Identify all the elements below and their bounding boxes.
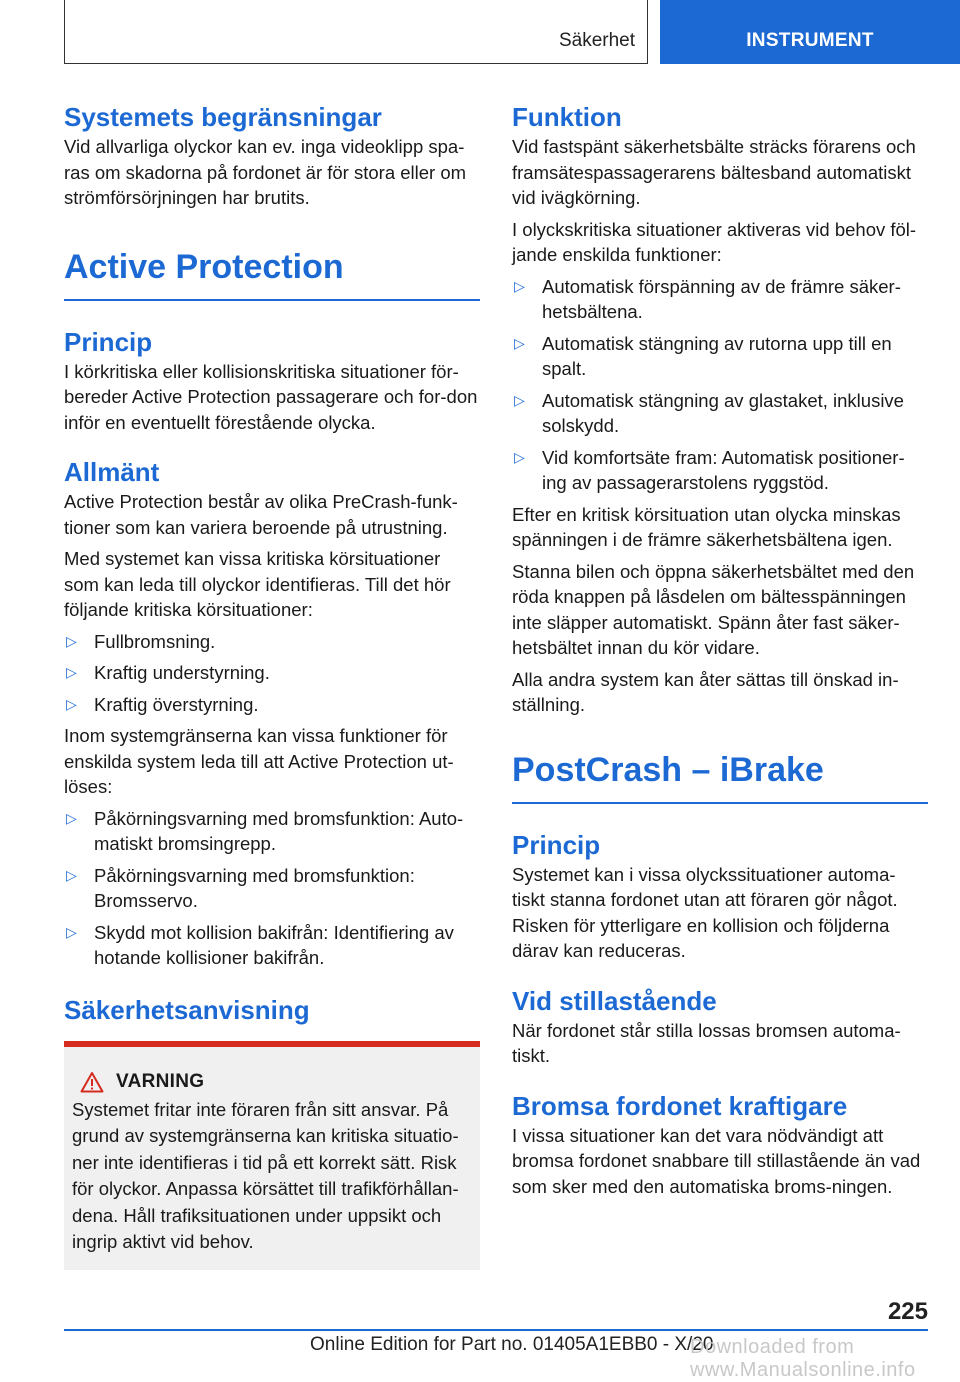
principle-paragraph: I körkritiska eller kollisionskritiska situationer för-bereder Active Protection passagerare och for-don inför en eventuellt förestående olycka. <box>64 360 478 433</box>
function-paragraph-3: Efter en kritisk körsituation utan olycka minskas spänningen i de främre säkerhetsbältena igen. <box>512 503 901 550</box>
header-chapter-label: INSTRUMENT <box>746 30 874 51</box>
list-item: ▷ Vid komfortsäte fram: Automatisk positioner-ing av passagerarstolens ryggstöd. <box>514 446 905 493</box>
list-item: ▷ Automatisk stängning av rutorna upp till en spalt. <box>514 332 892 379</box>
brake-heading: Bromsa fordonet kraftigare <box>512 1090 848 1121</box>
function-paragraph-5: Alla andra system kan åter sättas till önskad in-ställning. <box>512 668 899 715</box>
triangle-right-icon: ▷ <box>514 391 525 408</box>
triangle-right-icon: ▷ <box>514 334 525 351</box>
header-section-tab <box>64 0 648 64</box>
triangle-right-icon: ▷ <box>66 664 77 680</box>
function-paragraph-2: I olyckskritiska situationer aktiveras vid behov föl-jande enskilda funktioner: <box>512 218 917 265</box>
safety-heading: Säkerhetsanvisning <box>64 994 310 1025</box>
triangle-right-icon: ▷ <box>66 923 77 940</box>
page-number: 225 <box>887 1298 928 1325</box>
list-item: ▷ Påkörningsvarning med bromsfunktion: Auto-matiskt bromsingrepp. <box>66 807 464 854</box>
function-paragraph-4: Stanna bilen och öppna säkerhetsbältet med den röda knappen på låsdelen om bältesspänningen inte släpper automatiskt. Spänn åter fast säker-hetsbältet innan du kör vidare. <box>512 560 915 658</box>
right-column <box>512 100 928 1199</box>
postcrash-principle-heading: Princip <box>512 829 601 860</box>
list-item: ▷ Automatisk förspänning av de främre säker-hetsbältena. <box>514 275 901 322</box>
situations-list <box>64 629 480 718</box>
warning-text: Systemet fritar inte föraren från sitt ansvar. På grund av systemgränserna kan kritiska situatio-ner inte identifieras i tid på ett korrekt sätt. Risk för olyckor. Anpassa körsättet till trafikförhållan-dena. Håll trafiksituationen under uppsikt och ingrip aktivt vid behov. <box>72 1098 459 1252</box>
triangle-right-icon: ▷ <box>66 809 77 826</box>
principle-heading: Princip <box>64 326 153 357</box>
active-protection-heading: Active Protection <box>64 245 480 301</box>
triggers-list <box>64 806 480 971</box>
triangle-right-icon: ▷ <box>514 448 525 465</box>
function-heading: Funktion <box>512 102 622 132</box>
limits-paragraph-2: Inom systemgränserna kan vissa funktioner för enskilda system leda till att Active Protection ut-löses: <box>64 725 454 797</box>
warning-label: VARNING <box>116 1070 205 1092</box>
general-paragraph-1: Active Protection består av olika PreCrash-funk-tioner som kan variera beroende på utrustning. <box>64 491 458 538</box>
triangle-right-icon: ▷ <box>514 277 525 294</box>
list-item: ▷ Kraftig överstyrning. <box>64 692 480 718</box>
general-heading: Allmänt <box>64 457 160 487</box>
list-item: ▷ Automatisk stängning av glastaket, inklusive solskydd. <box>514 389 904 436</box>
list-item: ▷ Skydd mot kollision bakifrån: Identifiering av hotande kollisioner bakifrån. <box>66 921 454 968</box>
general-paragraph-2: Med systemet kan vissa kritiska körsituationer som kan leda till olyckor identifieras. Till det hör följande kritiska körsituationer: <box>64 548 451 620</box>
header-section-label: Säkerhet <box>558 30 635 51</box>
brake-paragraph: I vissa situationer kan det vara nödvändigt att bromsa fordonet snabbare till stillastående än vad som sker med den automatiska broms-ningen. <box>512 1124 921 1197</box>
triangle-right-icon: ▷ <box>66 695 77 712</box>
footer-divider <box>64 1329 928 1331</box>
limits-paragraph: Vid allvarliga olyckor kan ev. inga videoklipp spa-ras om skadorna på fordonet är för stora eller om strömförsörjningen har brutits. <box>64 136 467 208</box>
limits-heading: Systemets begränsningar <box>64 102 382 132</box>
warning-box <box>64 1041 480 1270</box>
warning-triangle-icon <box>80 1071 104 1093</box>
standstill-paragraph: När fordonet står stilla lossas bromsen automa-tiskt. <box>512 1019 901 1066</box>
postcrash-heading: PostCrash – iBrake <box>512 748 928 804</box>
warning-header <box>80 1071 472 1093</box>
list-item: ▷ Fullbromsning. <box>64 629 480 655</box>
postcrash-principle-paragraph: Systemet kan i vissa olyckssituationer automa-tiskt stanna fordonet utan att föraren gör något. Risken för ytterligare en kollision och följderna därav kan reduceras. <box>512 863 898 961</box>
header-chapter-tab[interactable] <box>660 0 960 64</box>
functions-list <box>512 274 928 496</box>
list-item: ▷ Påkörningsvarning med bromsfunktion: Bromsservo. <box>66 864 415 911</box>
list-item: ▷ Kraftig understyrning. <box>64 660 480 686</box>
function-paragraph-1: Vid fastspänt säkerhetsbälte sträcks förarens och framsätespassagerarens bältesband automatiskt vid ivägkörning. <box>512 136 916 208</box>
standstill-heading: Vid stillastående <box>512 985 717 1016</box>
watermark-text: Downloaded from www.Manualsonline.info <box>690 1336 916 1381</box>
left-column <box>64 100 480 1270</box>
triangle-right-icon: ▷ <box>66 866 77 883</box>
triangle-right-icon: ▷ <box>66 632 77 649</box>
footer-edition: Online Edition for Part no. 01405A1EBB0 - X/20 <box>310 1334 714 1355</box>
